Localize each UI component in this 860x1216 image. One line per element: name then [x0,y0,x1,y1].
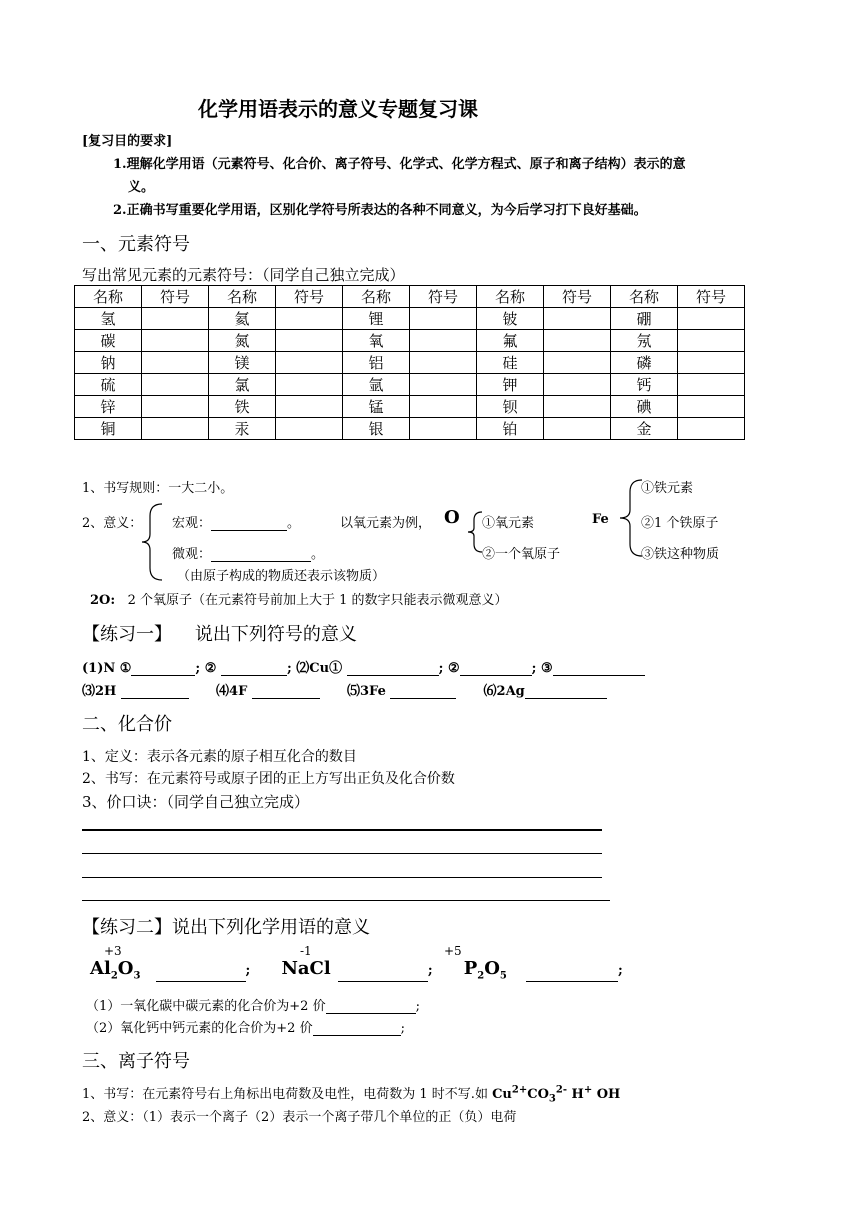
practice-1-row-2 [82,680,607,699]
n-label: (1)N ① [82,661,132,676]
practice-1-subtitle: 说出下列符号的意义 [194,624,357,645]
element-name-cell: 铝 [343,352,410,374]
element-name-cell: 铂 [477,418,544,440]
symbol-blank-cell[interactable] [142,330,209,352]
answer-line[interactable] [82,877,602,878]
separator: ; [400,1021,405,1036]
header-cell: 名称 [611,286,678,308]
cu-label: ⑵Cu① [296,661,343,676]
micro-blank[interactable] [211,547,311,562]
iron-symbol: Fe [592,512,609,527]
page-title: 化学用语表示的意义专题复习课 [198,97,478,121]
4f-blank[interactable] [252,684,320,699]
period: 。 [287,516,301,531]
goal-item-1: 1.理解化学用语（元素符号、化合价、离子符号、化学式、化学方程式、原子和离子结构）表示的意 [113,157,686,172]
separator: ; [195,661,201,676]
element-name-cell: 氖 [611,330,678,352]
ion-writing-rule [82,1083,620,1105]
symbol-blank-cell[interactable] [410,330,477,352]
separator: ; [438,661,444,676]
element-name-cell: 铍 [477,308,544,330]
element-name-cell: 银 [343,418,410,440]
symbol-blank-cell[interactable] [678,352,745,374]
two-oxygen-symbol: 2O: [90,593,116,608]
iron-meaning-2: ②1 个铁原子 [641,516,719,531]
period: 。 [311,547,325,562]
practice-2-formulas [90,958,623,982]
element-name-cell: 硼 [611,308,678,330]
element-name-cell: 锰 [343,396,410,418]
symbol-blank-cell[interactable] [276,374,343,396]
meaning-brace [140,502,166,582]
writing-rule: 1、书写规则：一大二小。 [82,481,234,496]
element-name-cell: 铁 [209,396,276,418]
p2o5-formula: $P_2O_5$ [463,958,507,982]
table-row [75,352,745,374]
iron-meaning-1: ①铁元素 [641,481,694,496]
header-cell: 名称 [75,286,142,308]
element-name-cell: 氦 [209,308,276,330]
symbol-blank-cell[interactable] [544,396,611,418]
symbol-blank-cell[interactable] [142,374,209,396]
valence-al: +3 [104,944,122,958]
n-label-2: ② [204,661,217,676]
symbol-blank-cell[interactable] [142,396,209,418]
header-cell: 符号 [142,286,209,308]
micro-meaning [172,543,324,562]
meaning-label: 2、意义： [82,516,143,531]
header-cell: 符号 [276,286,343,308]
symbol-blank-cell[interactable] [276,308,343,330]
symbol-blank-cell[interactable] [142,418,209,440]
symbol-blank-cell[interactable] [544,308,611,330]
element-name-cell: 磷 [611,352,678,374]
element-name-cell: 氩 [343,374,410,396]
2ag-blank[interactable] [525,684,607,699]
two-oxygen-line [90,589,508,608]
goals-heading: [复习目的要求] [82,134,173,149]
section-1-intro: 写出常见元素的元素符号：（同学自己独立完成） [82,266,405,284]
3fe-label: ⑸3Fe [347,684,386,699]
oxygen-brace [462,510,484,554]
practice-2-question-1 [86,995,420,1014]
al2o3-formula: $Al_2O_3$ [90,958,141,982]
element-name-cell: 氮 [209,330,276,352]
symbol-blank-cell[interactable] [678,396,745,418]
header-cell: 名称 [209,286,276,308]
element-name-cell: 氧 [343,330,410,352]
element-name-cell: 碳 [75,330,142,352]
symbol-blank-cell[interactable] [410,374,477,396]
table-row [75,396,745,418]
symbol-blank-cell[interactable] [678,418,745,440]
macro-blank[interactable] [211,516,287,531]
table-row [75,330,745,352]
macro-label: 宏观： [172,516,212,531]
element-name-cell: 铜 [75,418,142,440]
header-cell: 符号 [678,286,745,308]
valence-writing: 2、书写：在元素符号或原子团的正上方写出正负及化合价数 [82,771,455,787]
oxygen-meaning-1: ①氧元素 [482,516,535,531]
separator: ; [617,963,623,978]
question-2-text: （2）氧化钙中钙元素的化合价为+2 价 [86,1021,313,1036]
oxygen-example-intro: 以氧元素为例， [340,516,432,531]
symbol-blank-cell[interactable] [678,374,745,396]
practice-2-question-2 [86,1017,405,1036]
2h-label: ⑶2H [82,684,117,699]
section-2-heading: 二、化合价 [82,714,172,735]
element-name-cell: 氟 [477,330,544,352]
element-name-cell: 硅 [477,352,544,374]
iron-brace [612,476,644,560]
p2o5-blank[interactable] [526,967,618,982]
2h-blank[interactable] [121,684,189,699]
symbol-blank-cell[interactable] [142,352,209,374]
separator: ; [415,999,420,1014]
macro-meaning [172,512,300,531]
question-1-blank[interactable] [326,999,416,1014]
goal-item-2: 2.正确书写重要化学用语，区别化学符号所表达的各种不同意义，为今后学习打下良好基础。 [113,203,647,218]
symbol-blank-cell[interactable] [276,330,343,352]
cu-label-3: ③ [540,661,553,676]
element-name-cell: 氢 [75,308,142,330]
valence-p: +5 [444,944,462,958]
nacl-formula: NaCl [281,958,331,979]
practice-1-heading [82,620,357,646]
symbol-blank-cell[interactable] [678,330,745,352]
3fe-blank[interactable] [390,684,456,699]
element-name-cell: 镁 [209,352,276,374]
valence-cl: -1 [300,944,312,958]
element-name-cell: 金 [611,418,678,440]
section-3-heading: 三、离子符号 [82,1051,190,1072]
symbol-blank-cell[interactable] [410,396,477,418]
section-1-heading: 一、元素符号 [82,234,190,255]
ion-rule-text: 1、书写：在元素符号右上角标出电荷数及电性，电荷数为 1 时不写.如 [82,1087,493,1102]
symbol-blank-cell[interactable] [544,352,611,374]
2ag-label: ⑹2Ag [483,684,525,699]
answer-line[interactable] [82,900,610,901]
goal-item-1-cont: 义。 [128,180,155,195]
symbol-blank-cell[interactable] [678,308,745,330]
question-1-text: （1）一氧化碳中碳元素的化合价为+2 价 [86,999,326,1014]
iron-meaning-3: ③铁这种物质 [641,547,720,562]
element-name-cell: 锌 [75,396,142,418]
element-name-cell: 钠 [75,352,142,374]
symbol-blank-cell[interactable] [544,330,611,352]
cu-blank-3[interactable] [553,661,645,676]
al2o3-blank[interactable] [156,967,246,982]
symbol-blank-cell[interactable] [544,418,611,440]
cu-blank-2[interactable] [460,661,532,676]
practice-1-row-1 [82,657,645,676]
answer-line[interactable] [82,829,602,831]
symbol-blank-cell[interactable] [142,308,209,330]
nacl-blank[interactable] [338,967,428,982]
element-name-cell: 碘 [611,396,678,418]
n-blank-2[interactable] [221,661,287,676]
valence-definition: 1、定义：表示各元素的原子相互化合的数目 [82,749,357,765]
symbol-blank-cell[interactable] [276,396,343,418]
header-cell: 名称 [343,286,410,308]
ion-examples: $Cu^{2+}CO_3^{2-}$ H+ OH [492,1084,621,1105]
separator: ; [427,963,433,978]
micro-label: 微观： [172,547,212,562]
symbol-blank-cell[interactable] [410,418,477,440]
symbol-blank-cell[interactable] [276,418,343,440]
element-name-cell: 钙 [611,374,678,396]
element-name-cell: 钾 [477,374,544,396]
practice-2-heading: 【练习二】说出下列化学用语的意义 [82,917,370,938]
4f-label: ⑷4F [216,684,248,699]
separator: ; [531,661,537,676]
table-header-row [75,286,745,308]
element-name-cell: 钡 [477,396,544,418]
symbol-blank-cell[interactable] [276,352,343,374]
header-cell: 符号 [410,286,477,308]
element-name-cell: 硫 [75,374,142,396]
header-cell: 名称 [477,286,544,308]
table-row [75,374,745,396]
oxygen-symbol: O [444,507,460,528]
element-symbol-table [74,285,745,440]
symbol-blank-cell[interactable] [544,374,611,396]
table-row [75,418,745,440]
cu-label-2: ② [447,661,460,676]
table-row [75,308,745,330]
symbol-blank-cell[interactable] [410,352,477,374]
practice-1-label: 【练习一】 [82,624,172,645]
two-oxygen-text: 2 个氧原子（在元素符号前加上大于 1 的数字只能表示微观意义） [127,593,508,608]
n-blank-1[interactable] [131,661,195,676]
oxygen-meaning-2: ②一个氧原子 [482,547,561,562]
valence-mnemonic: 3、价口诀：（同学自己独立完成） [82,793,310,811]
element-name-cell: 氯 [209,374,276,396]
substance-note: （由原子构成的物质还表示该物质） [177,569,386,584]
separator: ; [245,963,251,978]
element-name-cell: 锂 [343,308,410,330]
header-cell: 符号 [544,286,611,308]
element-name-cell: 汞 [209,418,276,440]
separator: ; [286,661,292,676]
cu-blank-1[interactable] [347,661,439,676]
answer-line[interactable] [82,853,602,854]
symbol-blank-cell[interactable] [410,308,477,330]
ion-meaning: 2、意义：（1）表示一个离子（2）表示一个离子带几个单位的正（负）电荷 [82,1110,517,1125]
question-2-blank[interactable] [313,1021,401,1036]
